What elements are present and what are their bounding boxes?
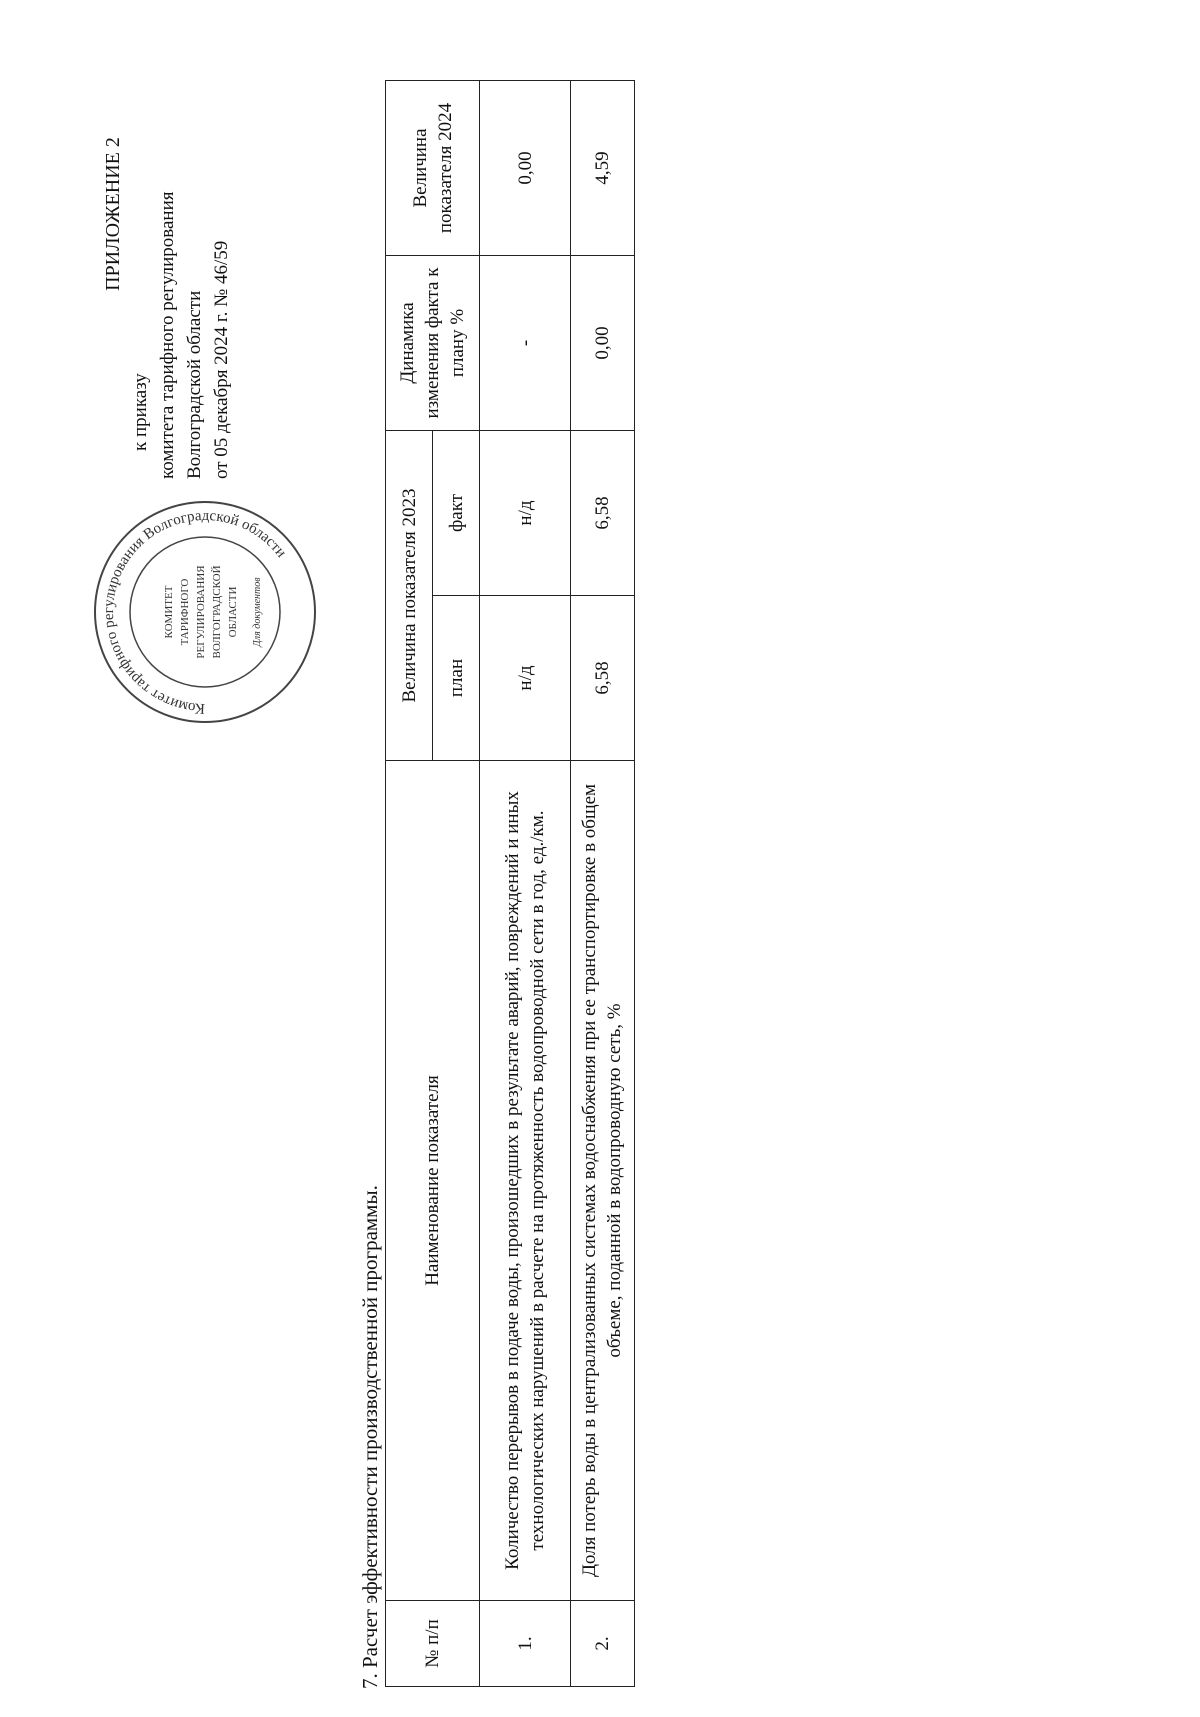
row-1-value-2024: 0,00 <box>480 81 570 256</box>
header-dynamics: Динамика изменения факта к плану % <box>386 256 480 431</box>
row-1-fact: н/д <box>480 431 570 596</box>
appendix-line-1: к приказу <box>130 373 151 451</box>
stamp-center-line-4: ВОЛГОГРАДСКОЙ <box>211 565 223 659</box>
stamp-center-line-5: ОБЛАСТИ <box>227 586 239 638</box>
appendix-line-3: Волгоградской области <box>184 290 205 479</box>
efficiency-table <box>385 80 635 1687</box>
header-name: Наименование показателя <box>386 761 480 1601</box>
row-2-name: Доля потерь воды в централизованных системах водоснабжения при ее транспортировке в общем объеме, поданной в водопроводную сеть, % <box>570 761 634 1601</box>
row-2-num: 2. <box>570 1601 634 1687</box>
header-fact: факт <box>433 431 480 596</box>
header-plan: план <box>433 596 480 761</box>
row-2-fact: 6,58 <box>570 431 634 596</box>
appendix-title: ПРИЛОЖЕНИЕ 2 <box>102 137 124 291</box>
stamp-center-line-2: ТАРИФНОГО <box>179 578 191 646</box>
appendix-line-4: от 05 декабря 2024 г. № 46/59 <box>211 240 232 479</box>
header-num: № п/п <box>386 1601 480 1687</box>
row-1-name: Количество перерывов в подаче воды, произошедших в результате аварий, повреждений и иных технологических нарушений в расчете на протяженность водопроводной сети в год, ед./км. <box>480 761 570 1601</box>
row-1-dynamics: - <box>480 256 570 431</box>
table-row <box>570 81 634 1687</box>
row-1-num: 1. <box>480 1601 570 1687</box>
row-2-dynamics: 0,00 <box>570 256 634 431</box>
stamp-center-line-1: КОМИТЕТ <box>163 585 175 639</box>
header-value-2024: Величина показателя 2024 <box>386 81 480 256</box>
stamp-ring-text: Комитет тарифного регулирования Волгоградской области <box>100 507 290 717</box>
row-1-plan: н/д <box>480 596 570 761</box>
stamp-center-line-3: РЕГУЛИРОВАНИЯ <box>195 565 207 659</box>
stamp-note: Для документов <box>252 577 263 647</box>
appendix-line-2: комитета тарифного регулирования <box>157 191 178 479</box>
appendix-header <box>100 9 235 479</box>
official-seal-stamp <box>90 497 320 727</box>
header-value-2023: Величина показателя 2023 <box>386 431 433 761</box>
table-row <box>480 81 570 1687</box>
section-title: 7. Расчет эффективности производственной программы. <box>358 1185 382 1689</box>
row-2-value-2024: 4,59 <box>570 81 634 256</box>
row-2-plan: 6,58 <box>570 596 634 761</box>
